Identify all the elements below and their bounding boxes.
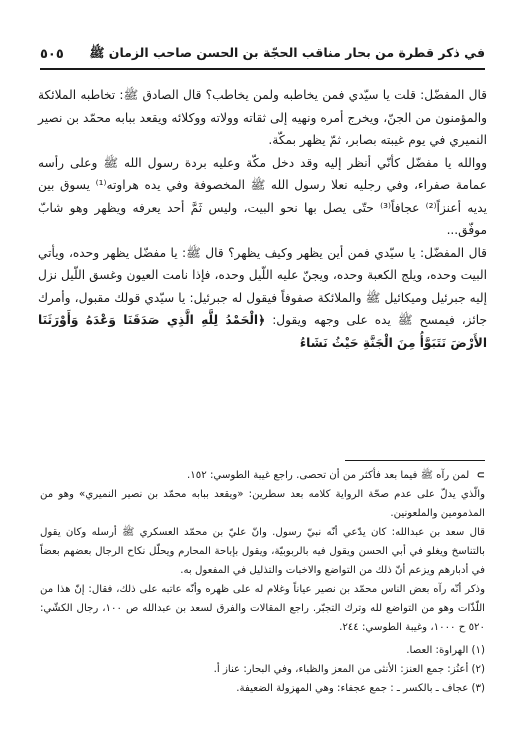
continuation-marker: ⊃ — [476, 470, 485, 481]
footnote-paragraph: والّذي يدلّ على عدم صحّة الرواية كلامه بعد سطرين: «ويقعد ببابه محمّد بن نصير النميري» وهو من المذمومين والملعونين. — [40, 489, 485, 519]
header-divider — [40, 68, 485, 70]
paragraph-text: قال المفضّل: يا سيّدي فمن أين يظهر وكيف يظهر؟ قال ﷺ: يا مفضّل يظهر وحده، ويأتي البيت وحده، ويلج الكعبة وحده، ويجنّ عليه اللّيل وحده، فإذا نامت العيون وغسق اللّيل نزل إليه جبرئيل وميكائيل ﷺ والملائكة صفوفاً فيقول له جبرئيل: يا سيّدي قولك مقبول، وأمرك جائز، فيمسح ﷺ يده على وجهه ويقول: — [38, 245, 488, 327]
footnotes — [40, 466, 485, 698]
quran-verse: ﴿الْحَمْدُ لِلَّهِ الَّذِي صَدَقَنَا وَعْدَهُ وَأَوْرَثَنَا الأَرْضَ نَتَبَوَّأُ مِنَ الْجَنَّةِ حَيْثُ نَشَاءُ — [38, 313, 487, 350]
footnote-text: لمن رآه ﷺ فيما بعد فأكثر من أن تحصى. راجع غيبة الطوسي: ١٥٢. — [187, 470, 470, 481]
glossary-item: (٢) أعنُز: جمع العنز: الأنثى من المعز والظباء، وفي البحار: عناز أ. — [213, 664, 485, 675]
main-text — [38, 84, 487, 354]
glossary — [40, 641, 485, 698]
glossary-item: (١) الهراوة: العصا. — [406, 645, 485, 656]
glossary-item: (٣) عجاف ـ بالكسر ـ : جمع عجفاء: وهي المهزولة الضعيفة. — [236, 683, 485, 694]
page-header — [40, 40, 485, 68]
footnotes-divider — [345, 460, 485, 461]
footnote-paragraph: قال سعد بن عبدالله: كان يدّعي أنّه نبيّ رسول. وانّ عليّ بن محمّد العسكري ﷺ أرسله وكان يقول بالتناسخ ويغلو في أبي الحسن ويقول فيه بالربوبيّة، ويقول بإباحة المحارم ويحلّل نكاح الرجال بعضهم بعضاً في أدبارهم ويزعم أنّ ذلك من التواضع والاخبات والتذليل في المفعول به. — [40, 527, 485, 576]
footnote-paragraph: وذكر أنّه رآه بعض الناس محمّد بن نصير عياناً وغلام له على ظهره وأنّه عاتبه على ذلك، فقال: إنّ هذا من اللّذّات وهو من التواضع لله وترك التجبّر. راجع المقالات والفرق لسعد بن عبدالله ص ١٠٠، رجال الكشّي: ٥٢٠ ح ١٠٠٠، وغيبة الطوسي: ٢٤٤. — [40, 584, 486, 633]
running-title: في ذكر قطرة من بحار مناقب الحجّة بن الحسن صاحب الزمان ﷺ — [89, 44, 485, 60]
paragraph — [38, 242, 487, 355]
footnote-paragraph — [40, 466, 485, 485]
page-number: ٥٠٥ — [40, 46, 64, 62]
paragraph: قال المفضّل: قلت يا سيّدي فمن يخاطبه ولمن يخاطب؟ قال الصادق ﷺ: تخاطبه الملائكة والمؤمنون من الجنّ، ويخرج أمره ونهيه إلى ثقاته وولاته ووكلائه ويقعد ببابه محمّد بن نصير النميري في يوم غيبته بصابر، ثمّ يظهر بمكّة. — [38, 88, 487, 147]
paragraph: ووالله يا مفضّل كأنّي أنظر إليه وقد دخل مكّة وعليه بردة رسول الله ﷺ وعلى رأسه عمامة صفراء، وفي رجليه نعلا رسول الله ﷺ المخصوفة وفي يده هراوته⁽¹⁾ يسوق بين يديه أعنزاً⁽²⁾ عجافاً⁽³⁾ حتّى يصل بها نحو البيت، وليس ثَمَّ أحد يعرفه ويظهر وهو شابّ موفّق... — [38, 155, 487, 237]
